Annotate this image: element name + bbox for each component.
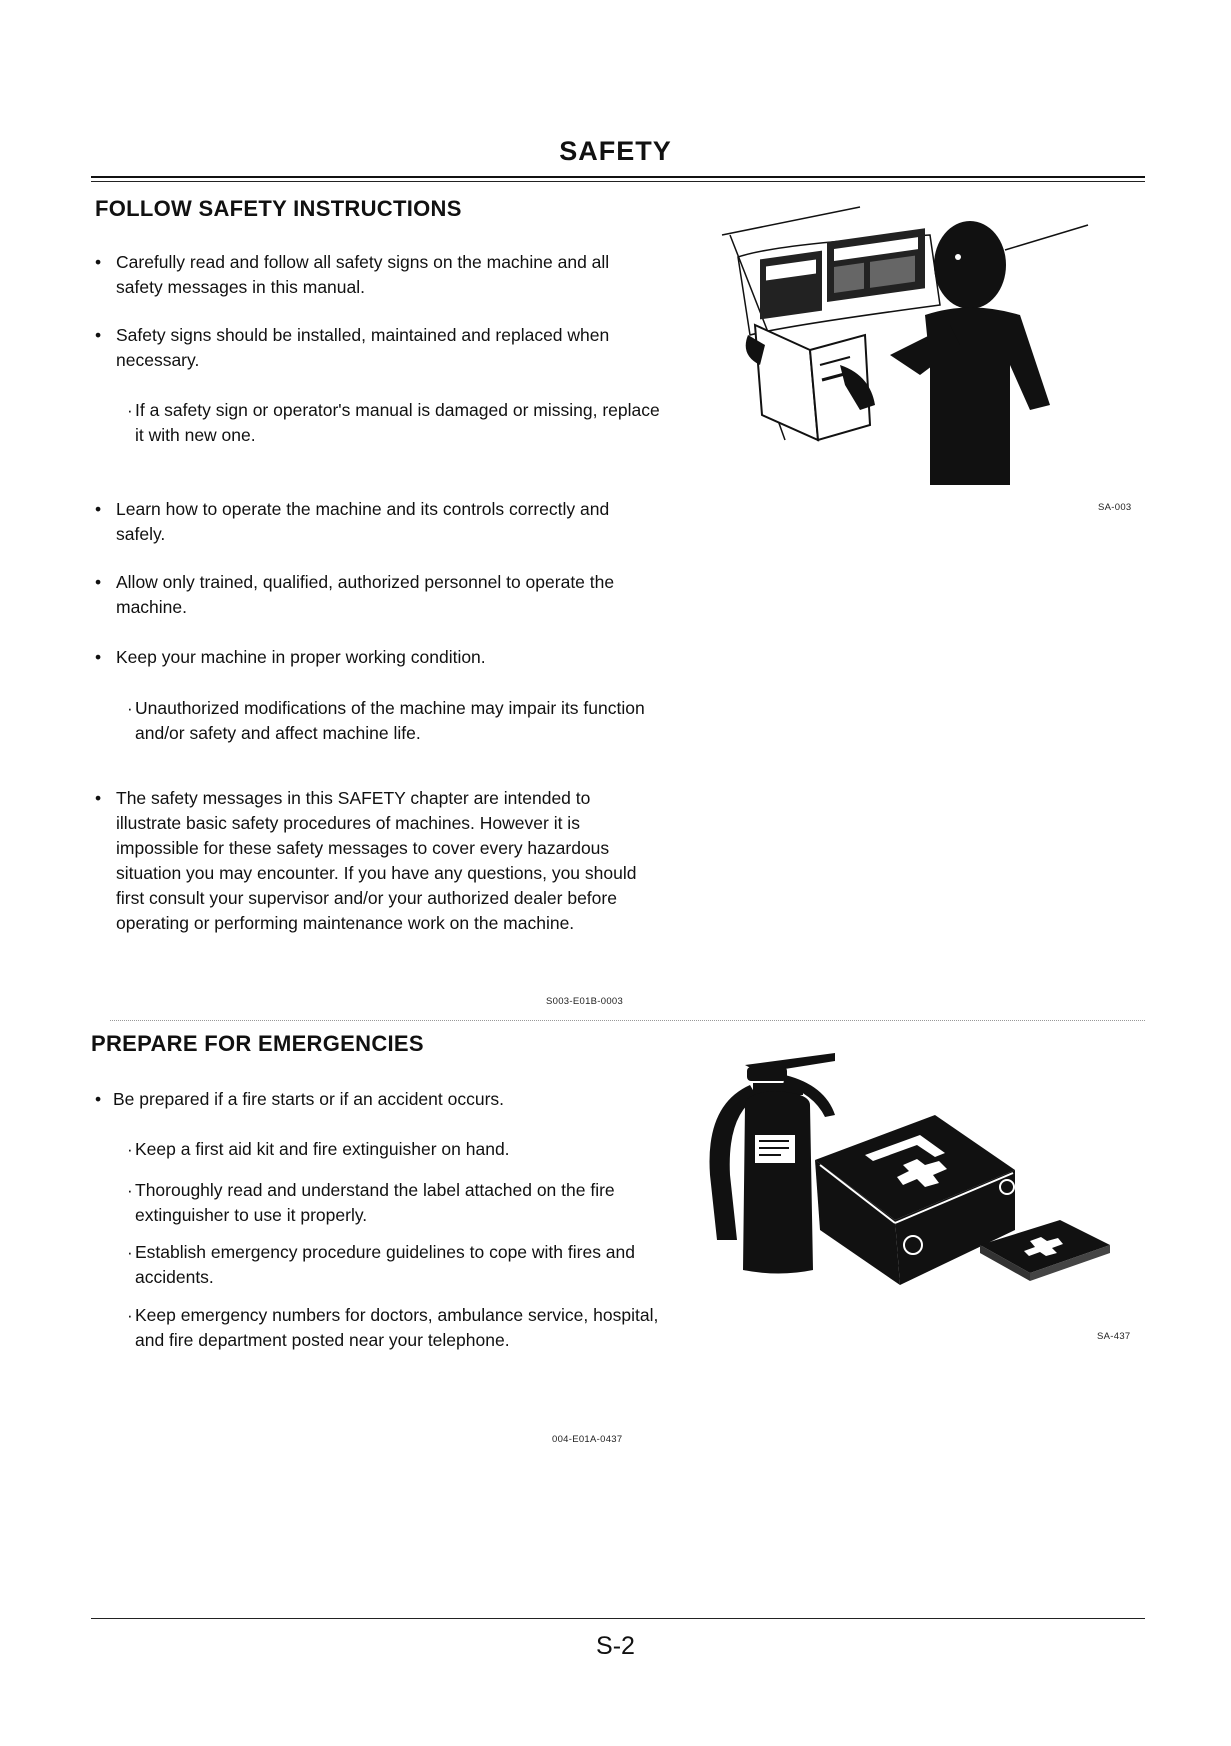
list-item-text: Allow only trained, qualified, authorized personnel to operate the machine. xyxy=(116,572,615,617)
list-item-text: Carefully read and follow all safety signs on the machine and all safety messages in this manual. xyxy=(116,252,610,297)
list-item-text: Unauthorized modifications of the machine may impair its function and/or safety and affect machine life. xyxy=(135,698,645,743)
list-item-text: Learn how to operate the machine and its controls correctly and safely. xyxy=(116,499,610,544)
page-number: S-2 xyxy=(596,1632,635,1660)
person-reading-manual-illustration xyxy=(720,205,1100,490)
list-item-text: Thoroughly read and understand the label attached on the fire extinguisher to use it properly. xyxy=(135,1180,615,1225)
sub-bullet: · xyxy=(127,401,133,420)
list-item-text: If a safety sign or operator's manual is damaged or missing, replace it with new one. xyxy=(135,400,660,445)
fire-extinguisher-first-aid-illustration xyxy=(685,1045,1125,1305)
bullet: • xyxy=(95,1089,102,1109)
bullet: • xyxy=(95,325,102,345)
doc-code: S003-E01B-0003 xyxy=(546,996,624,1007)
bullet: • xyxy=(95,252,102,272)
sub-bullet: · xyxy=(127,1306,133,1325)
list-item-text: The safety messages in this SAFETY chapter are intended to illustrate basic safety procedures of machines. However it is impossible for these safety messages to cover every hazardous situation you may encounter. If you have any questions, you should first consult your supervisor and/or your authorized dealer before operating or performing maintenance work on the machine. xyxy=(116,788,637,933)
list-item-text: Establish emergency procedure guidelines to cope with fires and accidents. xyxy=(135,1242,636,1287)
header-rule xyxy=(91,176,1145,178)
list-item-text: Safety signs should be installed, maintained and replaced when necessary. xyxy=(116,325,610,370)
sub-bullet: · xyxy=(127,699,133,718)
page-title: SAFETY xyxy=(559,136,672,166)
figure-code: SA-437 xyxy=(1097,1331,1131,1342)
bullet: • xyxy=(95,572,102,592)
bullet: • xyxy=(95,647,102,667)
list-item-text: Keep emergency numbers for doctors, ambulance service, hospital, and fire department posted near your telephone. xyxy=(135,1305,659,1350)
section-title-prepare-emergencies: PREPARE FOR EMERGENCIES xyxy=(91,1031,424,1056)
bullet: • xyxy=(95,499,102,519)
list-item-text: Keep your machine in proper working condition. xyxy=(116,647,486,667)
header-rule-thin xyxy=(91,181,1145,182)
doc-code: 004-E01A-0437 xyxy=(552,1434,623,1445)
sub-bullet: · xyxy=(127,1243,133,1262)
list-item-text: Be prepared if a fire starts or if an accident occurs. xyxy=(113,1089,505,1109)
list-item-text: Keep a first aid kit and fire extinguisher on hand. xyxy=(135,1139,510,1159)
footer-rule xyxy=(91,1618,1145,1619)
sub-bullet: · xyxy=(127,1181,133,1200)
bullet: • xyxy=(95,788,102,808)
section-title-follow-safety: FOLLOW SAFETY INSTRUCTIONS xyxy=(95,196,462,221)
figure-code: SA-003 xyxy=(1098,502,1132,513)
sub-bullet: · xyxy=(127,1140,133,1159)
section-divider xyxy=(110,1020,1145,1021)
